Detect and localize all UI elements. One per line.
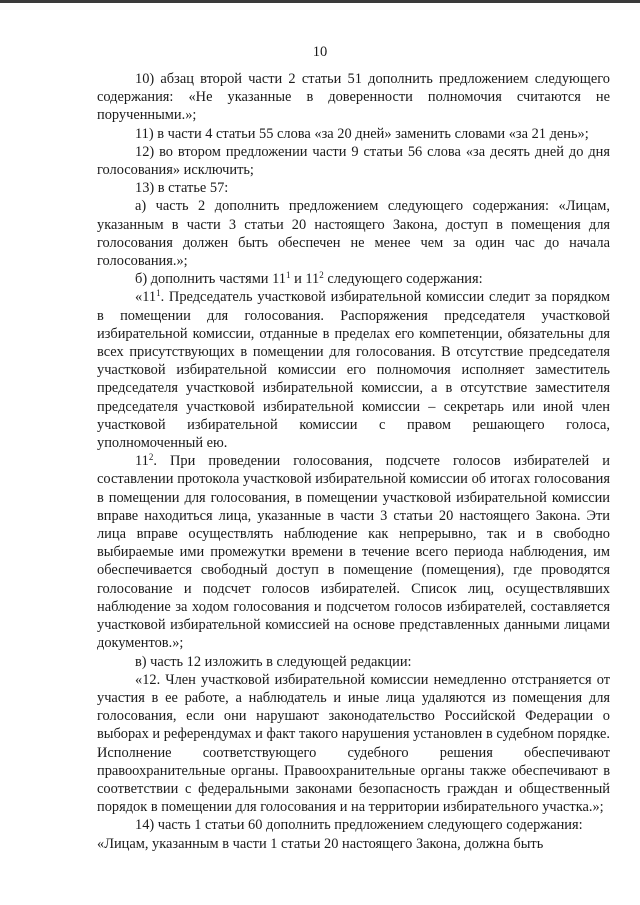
superscript: 2 — [319, 270, 324, 281]
page-number: 10 — [312, 44, 328, 60]
superscript: 2 — [148, 452, 154, 463]
superscript: 1 — [285, 270, 291, 281]
part-number: 11 — [135, 453, 149, 470]
paragraph-item-10: 10) абзац второй части 2 статьи 51 дополнить предложением следующего содержания: «Не указанные в доверенности полномочия считаются не порученными.»; — [97, 71, 610, 124]
paragraph-item-11: 11) в части 4 статьи 55 слова «за 20 дней» заменить словами «за 21 день»; — [135, 125, 589, 142]
paragraph-subitem-v: в) часть 12 изложить в следующей редакции: — [135, 653, 412, 670]
paragraph-item-14: 14) часть 1 статьи 60 дополнить предложением следующего содержания: — [135, 817, 583, 834]
paragraph-subitem-a: а) часть 2 дополнить предложением следующего содержания: «Лицам, указанным в части 3 статьи 20 настоящего Закона, доступ в помещения для голосования должен быть обеспечен не менее чем за один час до начала голосования.»; — [97, 198, 610, 270]
paragraph-subitem-b — [97, 270, 610, 288]
document-body — [97, 70, 610, 853]
paragraph-quote-start: «Лицам, указанным в части 1 статьи 20 настоящего Закона, должна быть — [97, 835, 544, 852]
paragraph-part-11-1 — [97, 288, 610, 452]
subitem-b-text-start: б) дополнить частями 11 — [135, 271, 286, 288]
superscript: 1 — [156, 288, 161, 299]
paragraph-item-12: 12) во втором предложении части 9 статьи 56 слова «за десять дней до дня голосования» исключить; — [97, 143, 610, 179]
part-number: «11 — [135, 289, 157, 306]
paragraph-part-12: «12. Член участковой избирательной комиссии немедленно отстраняется от участия в ее работе, а наблюдатель и иные лица удаляются из помещения для голосования, если они нарушают законодательство Российской Федерации о выборах и референдумах и факт такого нарушения установлен в судебном порядке. Исполнение соответствующего судебного решения обеспечивают правоохранительные органы. Правоохранительные органы также обеспечивают в соответствии с федеральными законами безопасность граждан и общественный порядок в помещении для голосования и на территории избирательного участка.»; — [97, 671, 610, 816]
paragraph-part-11-2 — [97, 452, 610, 652]
paragraph-item-13: 13) в статье 57: — [135, 180, 229, 197]
part-text: . При проведении голосования, подсчете голосов избирателей и составлении протокола участковой избирательной комиссии об итогах голосования в помещении для голосования, в помещении участковой избирательной комиссии вправе находиться лица, указанные в части 3 статьи 20 настоящего Закона. Эти лица вправе осуществлять наблюдение как непрерывно, так и в свободно выбираемые ими промежутки времени в течение всего периода наблюдения, им обеспечивается свободный доступ в помещение (помещения), где проводятся голосование и подсчет голосов избирателей. Список лиц, осуществлявших наблюдение за ходом голосования и подсчетом голосов избирателей, составляется участковой избирательной комиссией на основе представленных данными лицами документов.»; — [97, 453, 610, 652]
subitem-b-text-middle: и 11 — [290, 271, 320, 288]
part-text: . Председатель участковой избирательной комиссии следит за порядком в помещении для голосования. Распоряжения председателя участковой избирательной комиссии, отданные в пределах его компетенции, обязательны для всех присутствующих в помещении для голосования. В отсутствие председателя участковой избирательной комиссии его полномочия исполняет заместитель председателя участковой избирательной комиссии, а в отсутствие заместителя председателя участковой избирательной комиссии – секретарь или иной член участковой избирательной комиссии с правом решающего голоса, уполномоченный ею. — [97, 289, 610, 452]
subitem-b-text-end: следующего содержания: — [323, 271, 483, 288]
top-border-line — [0, 0, 640, 3]
